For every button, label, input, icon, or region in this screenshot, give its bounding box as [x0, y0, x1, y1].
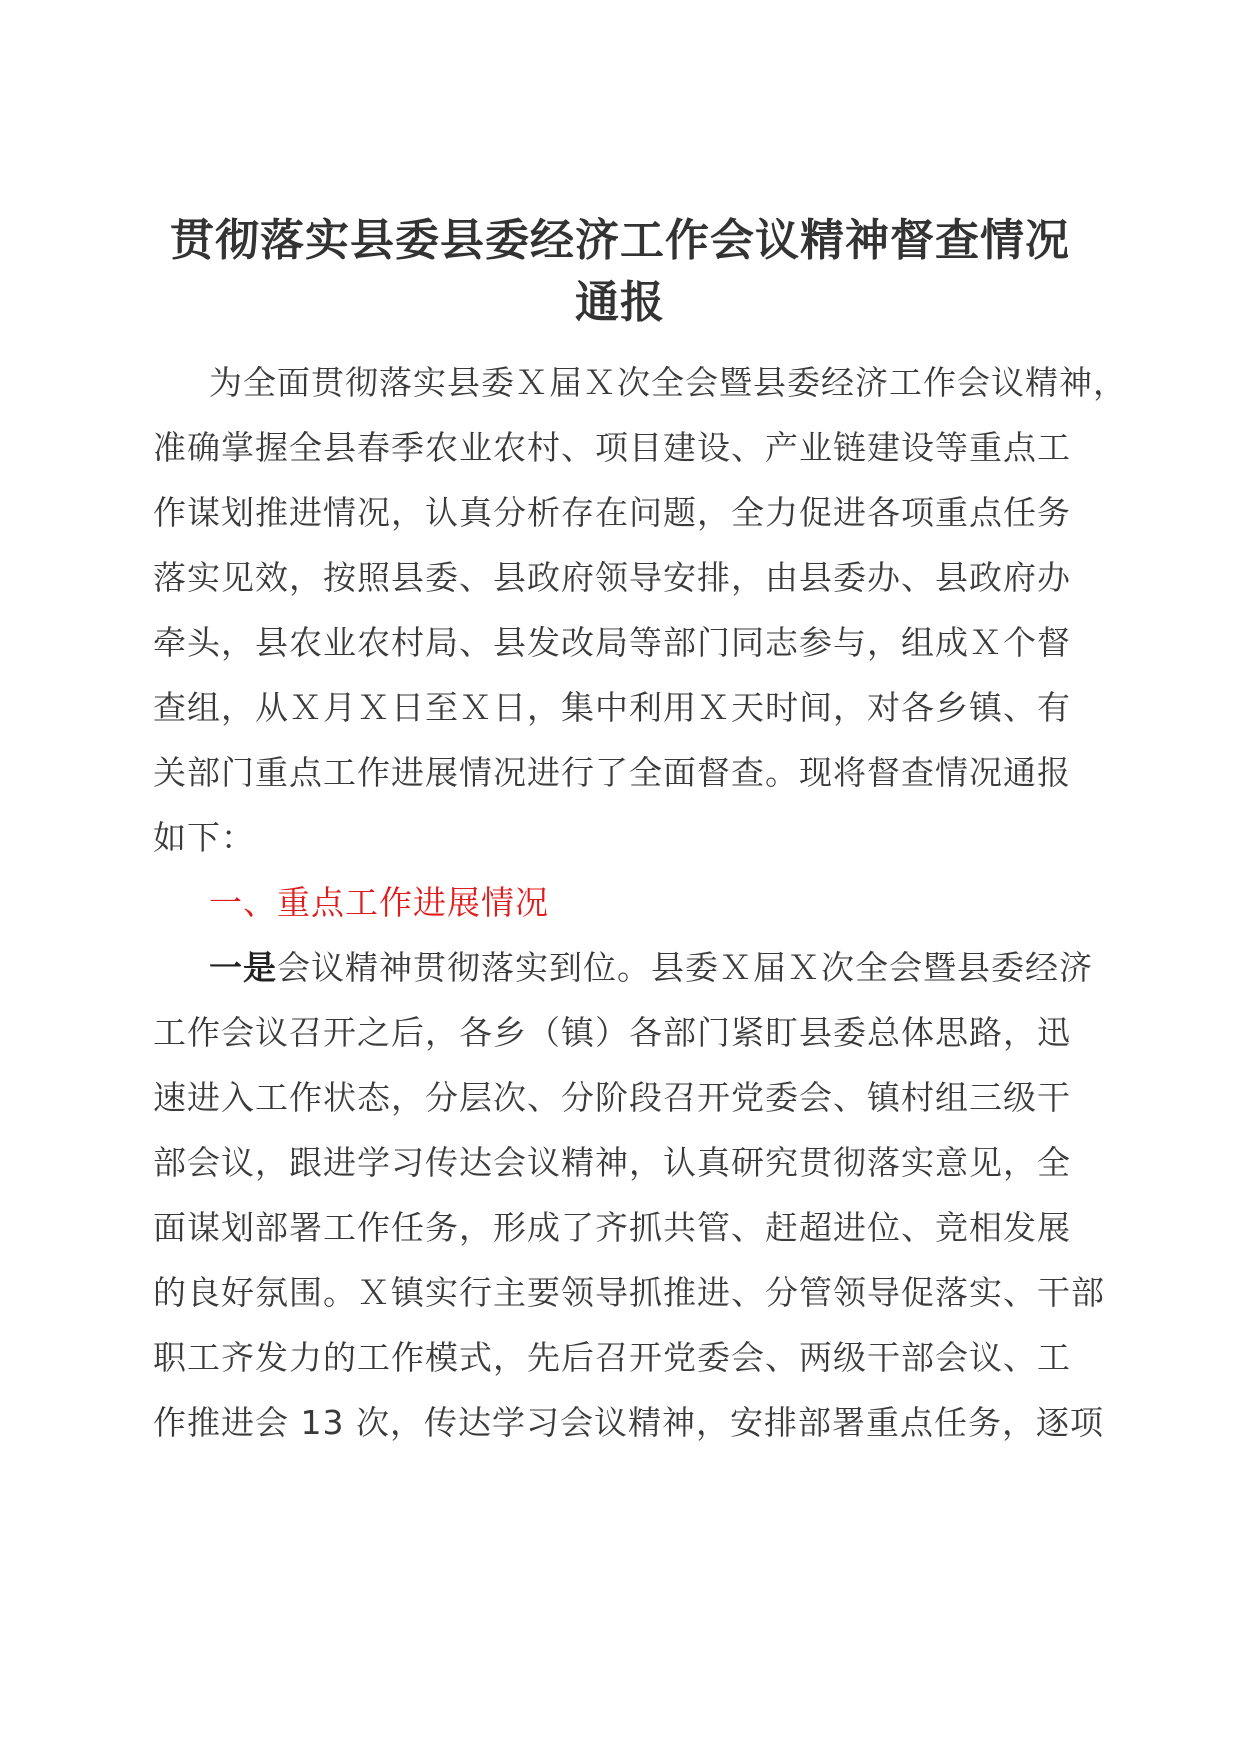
intro-line: 作谋划推进情况，认真分析存在问题，全力促进各项重点任务 [153, 493, 1071, 532]
intro-line: 关部门重点工作进展情况进行了全面督查。现将督查情况通报 [153, 753, 1071, 792]
title-line-2: 通报 [575, 277, 665, 328]
item1-lead: 一是 [209, 948, 277, 987]
intro-line: 牵头，县农业农村局、县发改局等部门同志参与，组成Ｘ个督 [153, 623, 1071, 662]
item1-line: 职工齐发力的工作模式，先后召开党委会、两级干部会议、工 [153, 1338, 1071, 1377]
intro-paragraph [153, 350, 1127, 870]
item1-line: 作推进会 13 次，传达学习会议精神，安排部署重点任务，逐项 [153, 1403, 1104, 1442]
item1-line: 面谋划部署工作任务，形成了齐抓共管、赶超进位、竞相发展 [153, 1208, 1071, 1247]
item1-paragraph [153, 935, 1113, 1455]
section-heading: 一、重点工作进展情况 [209, 883, 549, 922]
document-title [140, 210, 1100, 334]
section-heading-paragraph [153, 870, 1113, 935]
item1-line: 速进入工作状态，分层次、分阶段召开党委会、镇村组三级干 [153, 1078, 1071, 1117]
item1-first-line-text: 会议精神贯彻落实到位。县委Ｘ届Ｘ次全会暨县委经济 [277, 948, 1093, 987]
item1-line: 部会议，跟进学习传达会议精神，认真研究贯彻落实意见，全 [153, 1143, 1071, 1182]
item1-line: 的良好氛围。Ｘ镇实行主要领导抓推进、分管领导促落实、干部 [153, 1273, 1105, 1312]
intro-line: 如下： [153, 818, 255, 857]
item1-line: 工作会议召开之后，各乡（镇）各部门紧盯县委总体思路，迅 [153, 1013, 1071, 1052]
intro-line: 查组，从Ｘ月Ｘ日至Ｘ日，集中利用Ｘ天时间，对各乡镇、有 [153, 688, 1071, 727]
title-line-1: 贯彻落实县委县委经济工作会议精神督查情况 [170, 215, 1070, 266]
intro-line: 准确掌握全县春季农业农村、项目建设、产业链建设等重点工 [153, 428, 1071, 467]
intro-line: 落实见效，按照县委、县政府领导安排，由县委办、县政府办 [153, 558, 1071, 597]
document-body [153, 350, 1127, 1455]
intro-line: 为全面贯彻落实县委Ｘ届Ｘ次全会暨县委经济工作会议精神， [209, 363, 1127, 402]
item1-first-line [153, 935, 1113, 1000]
